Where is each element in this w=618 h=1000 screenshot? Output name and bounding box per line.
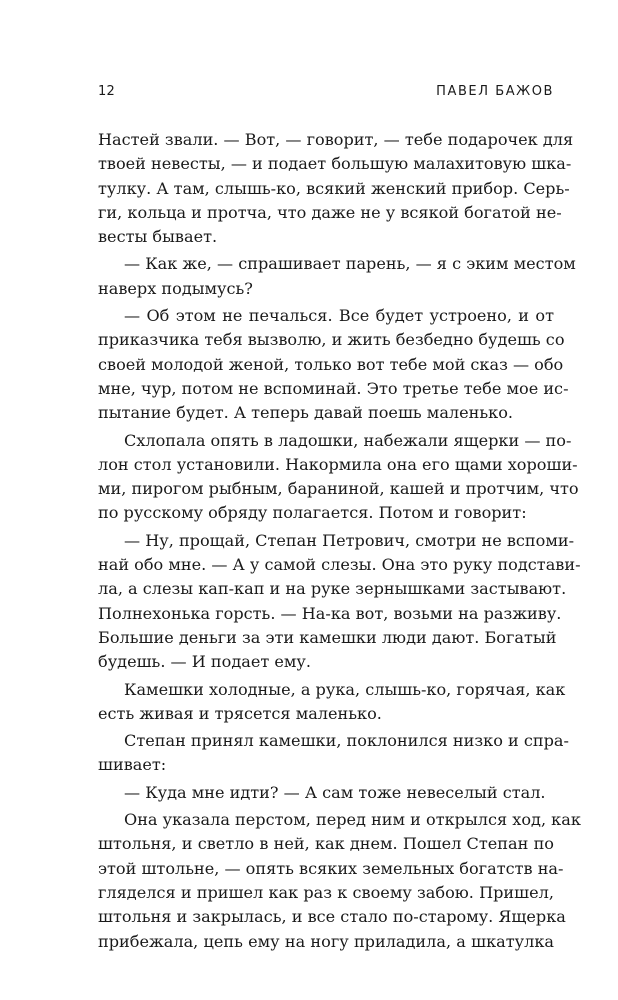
paragraph [98,128,574,249]
text-line: Большие деньги за эти камешки люди дают. Богатый [98,627,557,647]
text-line: будешь. — И подает ему. [98,652,311,672]
paragraph [98,808,581,954]
text-line: Настей звали. — Вот, — говорит, — тебе подарочек для [98,130,574,149]
paragraph [98,304,569,425]
text-line: ла, а слезы кап-кап и на руке зернышками застывают. [98,579,567,599]
text-line: есть живая и трясется маленько. [98,703,382,723]
text-line: пытание будет. А теперь давай поешь маленько. [98,403,514,423]
paragraph [98,252,576,301]
text-line: твоей невесты, — и подает большую малахитовую шка- [98,154,572,174]
text-line: — Куда мне идти? — А сам тоже невеселый стал. [124,782,546,802]
text-line: приказчика тебя вызволю, и жить безбедно будешь со [98,330,565,350]
paragraph [98,429,579,526]
text-line: наверх подымусь? [98,278,253,298]
text-line: прибежала, цепь ему на ногу приладила, а шкатулка [98,931,554,951]
paragraph [98,529,581,675]
text-line: — Ну, прощай, Степан Петрович, смотри не вспоми- [124,530,575,550]
text-line: гляделся и пришел как раз к своему забою. Пришел, [98,882,554,902]
text-line: мне, чур, потом не вспоминай. Это третье тебе мое ис- [98,378,569,398]
text-line: лон стол установили. Накормила она его щами хороши- [98,454,578,474]
text-line: ми, пирогом рыбным, бараниной, кашей и протчим, что [98,479,579,499]
paragraph [98,729,569,778]
text-line: тулку. А там, слышь-ко, всякий женский прибор. Серь- [98,178,570,198]
text-line: весты бывает. [98,227,218,247]
running-head [98,84,554,104]
text-line: штольня и закрылась, и все стало по-старому. Ящерка [98,907,566,927]
text-line: Полнехонька горсть. — На-ка вот, возьми на разживу. [98,603,562,623]
body-text [98,128,581,954]
text-line: — Об этом не печалься. Все будет устроено, и от [124,306,554,326]
text-line: най обо мне. — А у самой слезы. Она это руку подстави- [98,555,581,575]
page-number: 12 [98,84,116,99]
text-line: шивает: [98,755,167,775]
text-line: Камешки холодные, а рука, слышь-ко, горячая, как [124,679,566,699]
text-line: этой штольне, — опять всяких земельных богатств на- [98,858,564,878]
running-head-author: ПАВЕЛ БАЖОВ [436,84,554,99]
text-line: по русскому обряду полагается. Потом и говорит: [98,503,527,523]
paragraph [98,781,554,805]
text-line: штольня, и светло в ней, как днем. Пошел Степан по [98,834,554,854]
text-line: Степан принял камешки, поклонился низко и спра- [124,731,569,751]
text-line: ги, кольца и протча, что даже не у всякой богатой не- [98,202,562,222]
text-line: Она указала перстом, перед ним и открылся ход, как [124,810,581,830]
text-line: — Как же, — спрашивает парень, — я с эким местом [124,254,576,274]
text-line: Схлопала опять в ладошки, набежали ящерки — по- [124,430,572,450]
paragraph [98,678,566,727]
text-line: своей молодой женой, только вот тебе мой сказ — обо [98,354,564,374]
